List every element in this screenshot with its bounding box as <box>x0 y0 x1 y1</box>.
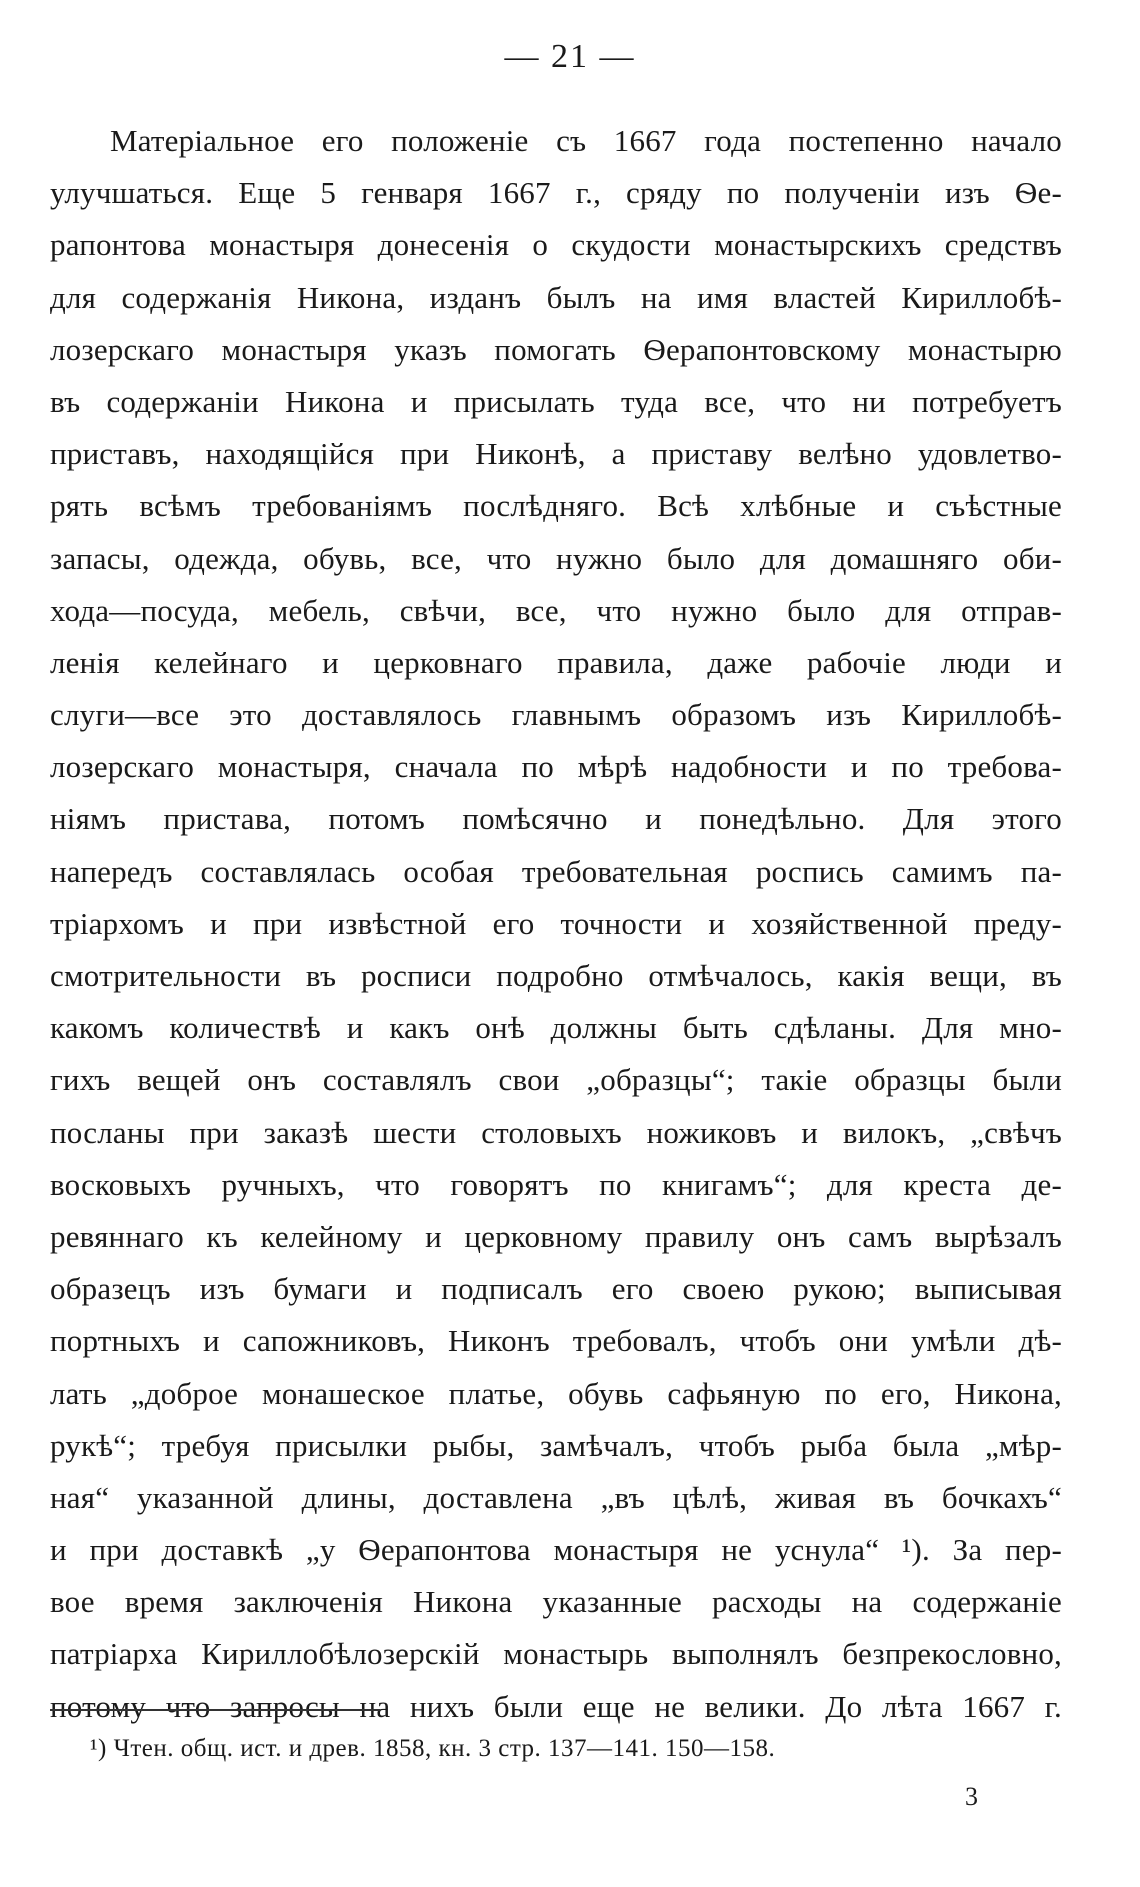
text-line: патріарха Кириллобѣлозерскій монастырь выполнялъ безпрекословно, <box>50 1636 1062 1672</box>
footnote-divider <box>50 1709 380 1711</box>
text-line: ленія келейнаго и церковнаго правила, даже рабочіе люди и <box>50 644 1062 680</box>
text-line: лозерскаго монастыря, сначала по мѣрѣ надобности и по требова- <box>50 749 1062 785</box>
text-line: запасы, одежда, обувь, все, что нужно было для домашняго оби- <box>50 540 1062 576</box>
text-line: образецъ изъ бумаги и подписалъ его своею рукою; выписывая <box>50 1271 1062 1307</box>
text-line: слуги—все это доставлялось главнымъ образомъ изъ Кириллобѣ- <box>50 697 1062 733</box>
footnote: ¹) Чтен. общ. ист. и древ. 1858, кн. 3 стр. 137—141. 150—158. <box>90 1735 776 1762</box>
text-line: хода—посуда, мебель, свѣчи, все, что нужно было для отправ- <box>50 592 1062 628</box>
text-line: вое время заключенія Никона указанные расходы на содержаніе <box>50 1584 1062 1620</box>
text-line: въ содержаніи Никона и присылать туда все, что ни потребуетъ <box>50 383 1062 419</box>
text-line: Матеріальное его положеніе съ 1667 года постепенно начало <box>110 123 1062 158</box>
text-line: и при доставкѣ „у Ѳерапонтова монастыря не уснула“ ¹). За пер- <box>50 1532 1062 1568</box>
page-number: — 21 — <box>504 38 636 75</box>
text-line: рукѣ“; требуя присылки рыбы, замѣчалъ, чтобъ рыба была „мѣр- <box>50 1427 1062 1463</box>
text-line: посланы при заказѣ шести столовыхъ ножиковъ и вилокъ, „свѣчъ <box>50 1114 1062 1150</box>
text-line: смотрительности въ росписи подробно отмѣчалось, какія вещи, въ <box>50 958 1062 993</box>
text-line: ная“ указанной длины, доставлена „въ цѣлѣ, живая въ бочкахъ“ <box>50 1479 1062 1515</box>
text-line: для содержанія Никона, изданъ былъ на имя властей Кириллобѣ- <box>50 279 1062 315</box>
text-line: гихъ вещей онъ составлялъ свои „образцы“; такіе образцы были <box>50 1062 1062 1098</box>
text-line: напередъ составлялась особая требовательная роспись самимъ па- <box>50 853 1062 889</box>
text-line: рять всѣмъ требованіямъ послѣдняго. Всѣ хлѣбные и съѣстные <box>50 488 1062 524</box>
text-line: тріархомъ и при извѣстной его точности и хозяйственной преду- <box>50 905 1062 941</box>
text-line: лать „доброе монашеское платье, обувь сафьяную по его, Никона, <box>50 1375 1062 1411</box>
text-line: какомъ количествѣ и какъ онѣ должны быть сдѣланы. Для мно- <box>50 1010 1062 1046</box>
text-line: восковыхъ ручныхъ, что говорятъ по книгамъ“; для креста де- <box>50 1166 1062 1202</box>
text-line: потому что запросы на нихъ были еще не велики. До лѣта 1667 г. <box>50 1688 1062 1724</box>
text-line: рапонтова монастыря донесенія о скудости монастырскихъ средствъ <box>50 227 1062 263</box>
text-line: ніямъ пристава, потомъ помѣсячно и понедѣльно. Для этого <box>50 801 1062 837</box>
text-line: лозерскаго монастыря указъ помогать Ѳерапонтовскому монастырю <box>50 331 1062 367</box>
signature-mark: 3 <box>965 1782 978 1811</box>
text-line: ревяннаго къ келейному и церковному правилу онъ самъ вырѣзалъ <box>50 1218 1062 1254</box>
text-line: улучшаться. Еще 5 генваря 1667 г., сряду по полученіи изъ Ѳе- <box>50 175 1062 211</box>
text-line: приставъ, находящійся при Никонѣ, а приставу велѣно удовлетво- <box>50 436 1062 472</box>
text-line: портныхъ и сапожниковъ, Никонъ требовалъ, чтобъ они умѣли дѣ- <box>50 1323 1062 1359</box>
body-text <box>50 115 1062 1733</box>
